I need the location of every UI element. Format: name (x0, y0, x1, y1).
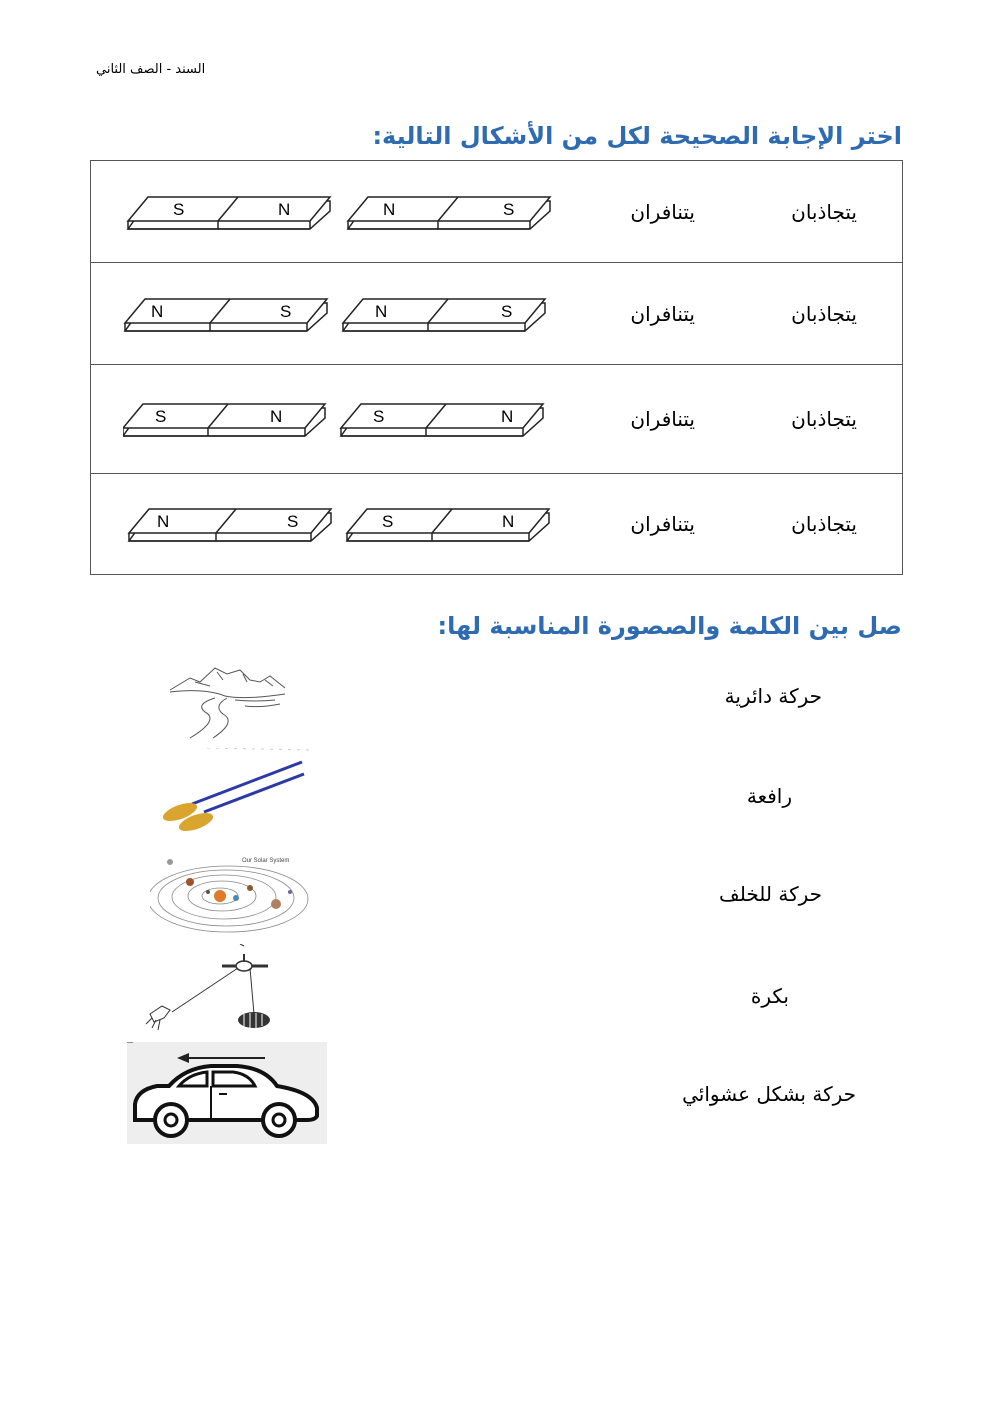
pole-label: N (157, 512, 170, 531)
option-repel[interactable]: يتنافران (630, 301, 695, 326)
table-row (91, 161, 903, 263)
solar-caption: Our Solar System (242, 858, 290, 864)
pole-label: S (503, 199, 515, 219)
oars-picture[interactable] (152, 748, 312, 840)
solar-system-picture[interactable] (150, 852, 310, 934)
pulley-picture[interactable] (140, 944, 275, 1036)
match-word[interactable]: حركة للخلف (719, 882, 822, 906)
pole-label: N (151, 301, 164, 321)
pole-label: S (280, 301, 292, 321)
pole-label: S (382, 512, 394, 531)
magnet-bar (128, 197, 330, 229)
pole-label: N (375, 301, 388, 321)
magnet-pair (123, 289, 563, 339)
match-word[interactable]: حركة بشكل عشوائي (682, 1082, 856, 1106)
section-1-title: اختر الإجابة الصحيحة لكل من الأشكال التالية: (372, 122, 902, 150)
option-repel[interactable]: يتنافران (630, 199, 695, 224)
option-repel[interactable]: يتنافران (630, 407, 695, 431)
magnet-bar (123, 404, 325, 436)
option-repel[interactable]: يتنافران (630, 512, 695, 536)
pole-label: S (173, 199, 185, 219)
option-attract[interactable]: يتجاذبان (791, 512, 857, 536)
section-2-title: صل بين الكلمة والصصورة المناسبة لها: (437, 612, 902, 640)
magnets-table (90, 160, 903, 575)
table-row (91, 474, 903, 575)
car-picture[interactable] (127, 1042, 327, 1144)
option-attract[interactable]: يتجاذبان (791, 407, 857, 431)
table-row (91, 365, 903, 474)
magnet-pair (123, 187, 563, 237)
page-header: السند - الصف الثاني (96, 62, 206, 77)
pole-label: N (383, 199, 396, 219)
pole-label: N (501, 407, 514, 426)
river-picture[interactable] (165, 660, 290, 740)
magnet-pair (123, 394, 563, 444)
pole-label: S (501, 301, 513, 321)
option-attract[interactable]: يتجاذبان (791, 301, 857, 326)
magnet-bar (341, 404, 543, 436)
match-word[interactable]: رافعة (746, 784, 792, 808)
option-attract[interactable]: يتجاذبان (791, 199, 857, 224)
magnet-bar (125, 299, 327, 331)
pole-label: S (155, 407, 167, 426)
match-word[interactable]: بكرة (750, 984, 789, 1008)
magnet-bar (348, 197, 550, 229)
pole-label: S (287, 512, 299, 531)
magnet-pair (123, 499, 563, 549)
pole-label: N (502, 512, 515, 531)
magnet-bar (347, 509, 549, 541)
pole-label: S (373, 407, 385, 426)
pole-label: N (270, 407, 283, 426)
pole-label: N (278, 199, 291, 219)
magnet-bar (343, 299, 545, 331)
match-word[interactable]: حركة دائرية (724, 684, 822, 708)
magnet-bar (129, 509, 331, 541)
table-row (91, 263, 903, 365)
